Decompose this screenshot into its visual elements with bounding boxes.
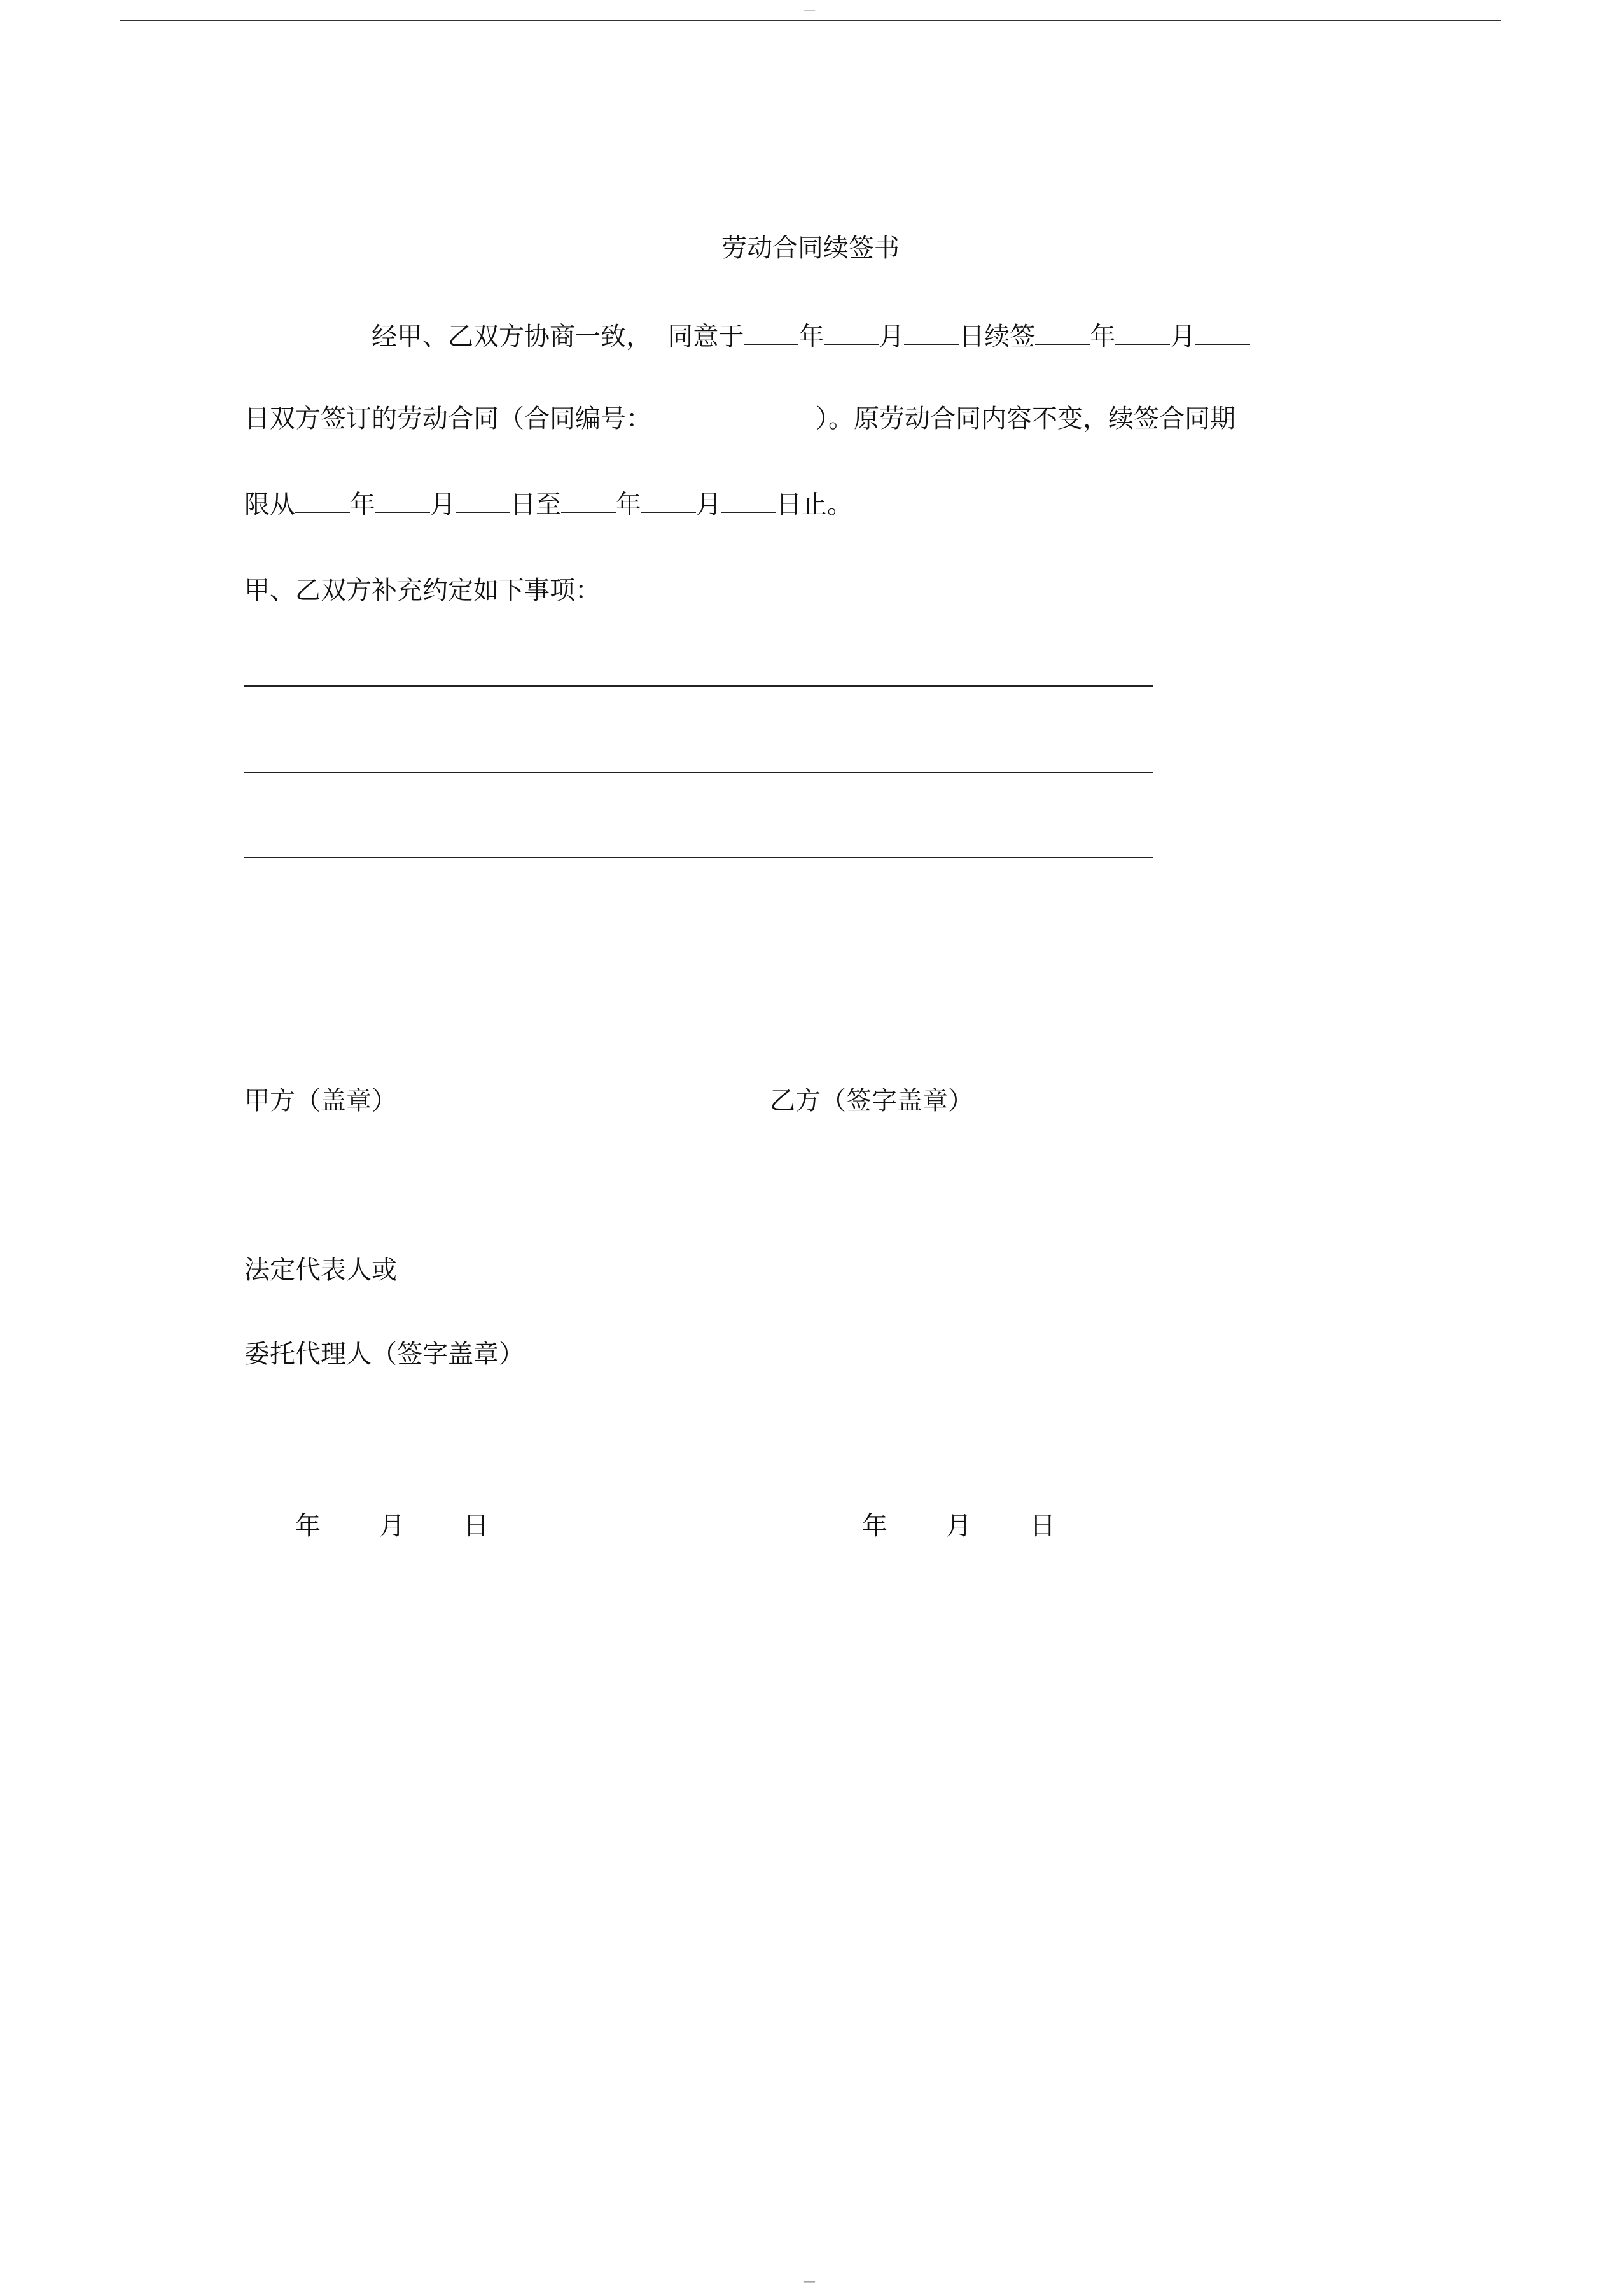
legal-rep-label: 法定代表人或 (244, 1256, 397, 1285)
date-b-day: 日 (1030, 1511, 1055, 1541)
blank-year-1[interactable] (744, 316, 798, 345)
footer-mark: — (803, 2273, 816, 2288)
contract-paragraph-line-1 (372, 316, 1250, 356)
para1-day-renew: 日续签 (959, 322, 1036, 351)
para3-year-from: 年 (350, 490, 375, 519)
para3-month-from: 月 (430, 490, 456, 519)
para1-year-2: 年 (1090, 322, 1116, 351)
date-a-day: 日 (463, 1511, 489, 1541)
blank-month-from[interactable] (375, 484, 430, 513)
blank-day-end[interactable] (721, 484, 776, 513)
date-a-year: 年 (295, 1511, 321, 1541)
party-b-date (862, 1507, 1055, 1545)
blank-month-2[interactable] (1115, 316, 1170, 345)
date-b-month: 月 (946, 1511, 971, 1541)
page-title: 劳动合同续签书 (721, 234, 900, 263)
blank-day-1[interactable] (904, 316, 959, 345)
para3-day-end: 日止。 (776, 490, 852, 519)
supplement-line-3[interactable] (244, 857, 1153, 858)
blank-day-from[interactable] (456, 484, 510, 513)
supplement-line-1[interactable] (244, 685, 1153, 687)
para3-year-to: 年 (616, 490, 641, 519)
blank-month-to[interactable] (641, 484, 696, 513)
para2-text-b: ）。原劳动合同内容不变，续签合同期 (816, 404, 1235, 433)
party-a-seal-label: 甲方（盖章） (244, 1086, 397, 1116)
date-b-year: 年 (862, 1511, 887, 1541)
para3-month-to: 月 (696, 490, 721, 519)
para3-day-to: 日至 (510, 490, 561, 519)
contract-paragraph-line-3 (244, 484, 852, 524)
para1-text: 经甲、乙双方协商一致， 同意于 (372, 322, 744, 351)
header-mark: — (803, 1, 816, 17)
contract-paragraph-line-2 (244, 400, 1235, 438)
blank-year-2[interactable] (1035, 316, 1090, 345)
para2-text-a: 日双方签订的劳动合同（合同编号： (244, 404, 651, 433)
party-b-sign-label: 乙方（签字盖章） (770, 1086, 973, 1116)
para3-text-a: 限从 (244, 490, 295, 519)
supplement-line-2[interactable] (244, 772, 1153, 773)
blank-year-to[interactable] (561, 484, 616, 513)
agent-sign-label: 委托代理人（签字盖章） (244, 1340, 524, 1369)
para1-month-2: 月 (1170, 322, 1196, 351)
blank-month-1[interactable] (824, 316, 879, 345)
para1-month-1: 月 (879, 322, 905, 351)
supplement-label: 甲、乙双方补充约定如下事项： (244, 576, 601, 605)
blank-day-2[interactable] (1195, 316, 1250, 345)
para1-year-1: 年 (798, 322, 824, 351)
date-a-month: 月 (379, 1511, 405, 1541)
blank-year-from[interactable] (295, 484, 350, 513)
party-a-date (295, 1507, 489, 1545)
header-rule (120, 20, 1501, 21)
